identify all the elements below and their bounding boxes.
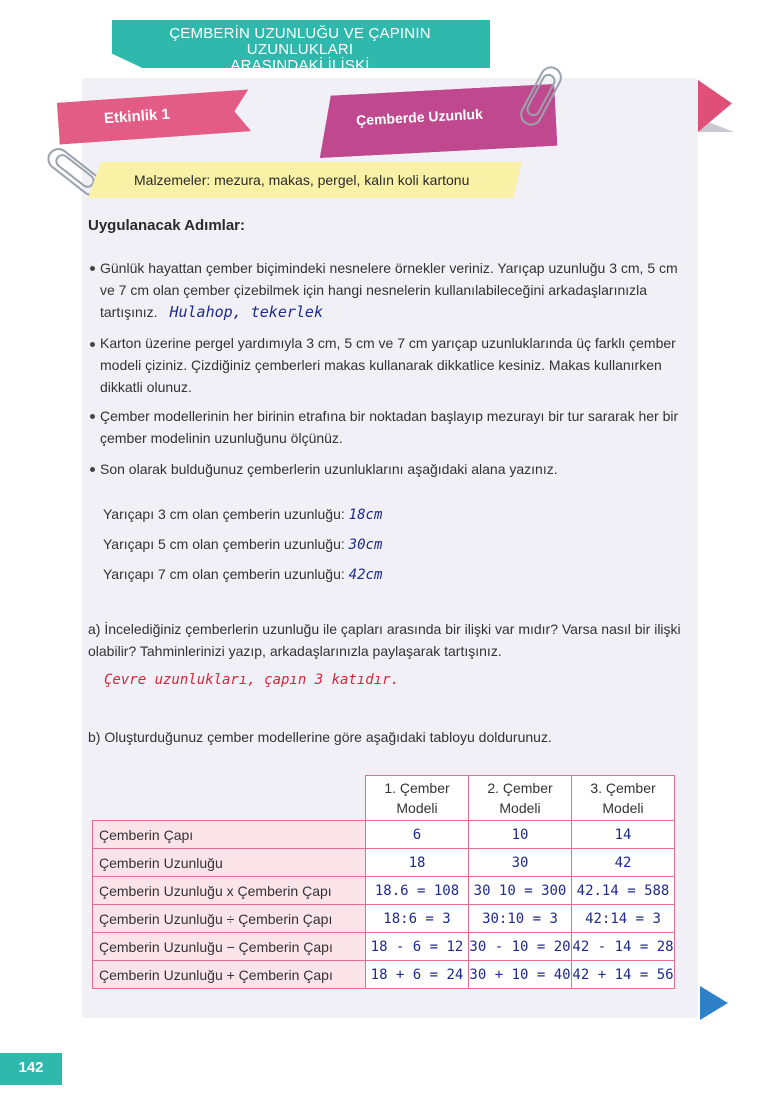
bullet-icon [90,414,95,419]
step-3: Çember modellerinin her birinin etrafına bir noktadan başlayıp mezurayı bir tur sararak her bir çember modelinin uzunluğunu ölçünüz. [100,408,679,446]
step-4: Son olarak bulduğunuz çemberlerin uzunluklarını aşağıdaki alana yazınız. [100,461,558,477]
materials-text: Malzemeler: mezura, makas, pergel, kalın koli kartonu [134,172,470,188]
table-cell[interactable]: 18 [366,849,469,877]
table-cell[interactable]: 18:6 = 3 [366,905,469,933]
result-table [92,775,675,989]
measurement-label: Yarıçapı 3 cm olan çemberin uzunluğu: [103,506,345,522]
section-title-line2: ARASINDAKİ İLİŞKİ [230,57,370,74]
section-title-line1: ÇEMBERİN UZUNLUĞU VE ÇAPININ UZUNLUKLARI [169,25,431,58]
bullet-icon [90,342,95,347]
row-label: Çemberin Çapı [93,821,366,849]
table-cell[interactable]: 42.14 = 588 [572,877,675,905]
table-row [93,961,675,989]
table-cell[interactable]: 18 - 6 = 12 [366,933,469,961]
measurement-answer: 18cm [348,507,383,523]
measurement-label: Yarıçapı 7 cm olan çemberin uzunluğu: [103,566,345,582]
row-label: Çemberin Uzunluğu − Çemberin Çapı [93,933,366,961]
step-1 [100,257,692,323]
page-number: 142 [18,1059,44,1076]
table-cell[interactable]: 10 [469,821,572,849]
topic-label: Çemberde Uzunluk [355,105,484,129]
measurement-label: Yarıçapı 5 cm olan çemberin uzunluğu: [103,536,345,552]
table-header: 3. Çember Modeli [572,776,675,821]
question-a: a) İncelediğiniz çemberlerin uzunluğu ile çapları arasında bir ilişki var mıdır? Varsa nasıl bir ilişki olabilir? Tahminlerinizi yazıp, arkadaşlarınızla paylaşarak tartışınız. [88,621,681,659]
row-label: Çemberin Uzunluğu ÷ Çemberin Çapı [93,905,366,933]
handwritten-answer-1: Hulahop, tekerlek [169,303,323,321]
question-b: b) Oluşturduğunuz çember modellerine göre aşağıdaki tabloyu doldurunuz. [88,729,552,745]
table-header: 1. Çember Modeli [366,776,469,821]
table-cell[interactable]: 30 - 10 = 20 [469,933,572,961]
bullet-icon [90,467,95,472]
bullet-icon [90,266,95,271]
next-arrow-icon[interactable] [700,986,728,1020]
table-row [93,821,675,849]
table-header-row [93,776,675,821]
table-cell[interactable]: 30 + 10 = 40 [469,961,572,989]
activity-label: Etkinlik 1 [103,105,171,128]
table-header: 2. Çember Modeli [469,776,572,821]
section-title [150,26,450,74]
steps-heading: Uygulanacak Adımlar: [88,217,245,234]
table-cell[interactable]: 30:10 = 3 [469,905,572,933]
table-row [93,933,675,961]
measurement-7cm [103,563,382,586]
measurement-5cm [103,533,382,556]
row-label: Çemberin Uzunluğu x Çemberin Çapı [93,877,366,905]
table-cell[interactable]: 30 10 = 300 [469,877,572,905]
table-cell[interactable]: 42:14 = 3 [572,905,675,933]
row-label: Çemberin Uzunluğu + Çemberin Çapı [93,961,366,989]
measurement-answer: 30cm [348,537,383,553]
table-cell[interactable]: 30 [469,849,572,877]
table-cell[interactable]: 14 [572,821,675,849]
table-row [93,905,675,933]
table-cell[interactable]: 18.6 = 108 [366,877,469,905]
step-2: Karton üzerine pergel yardımıyla 3 cm, 5 cm ve 7 cm yarıçap uzunluklarında üç farklı çember modeli çiziniz. Çizdiğiniz çemberleri makas kullanarak dikkatlice kesiniz. Makas kullanırken dikkatli olunuz. [100,335,676,395]
table-row [93,877,675,905]
step-1-text: Günlük hayattan çember biçimindeki nesnelere örnekler veriniz. Yarıçap uzunluğu 3 cm, 5 cm ve 7 cm olan çember çizebilmek için hangi nesnelerin kullanılabileceğini arkadaşlarınızla tartışınız. [100,260,678,320]
table-cell[interactable]: 42 - 14 = 28 [572,933,675,961]
table-corner [93,776,366,821]
table-cell[interactable]: 6 [366,821,469,849]
measurement-answer: 42cm [348,567,383,583]
corner-tab-icon [698,80,732,132]
answer-a: Çevre uzunlukları, çapın 3 katıdır. [104,672,400,688]
table-row [93,849,675,877]
table-cell[interactable]: 18 + 6 = 24 [366,961,469,989]
table-cell[interactable]: 42 [572,849,675,877]
row-label: Çemberin Uzunluğu [93,849,366,877]
table-cell[interactable]: 42 + 14 = 56 [572,961,675,989]
measurement-3cm [103,503,382,526]
